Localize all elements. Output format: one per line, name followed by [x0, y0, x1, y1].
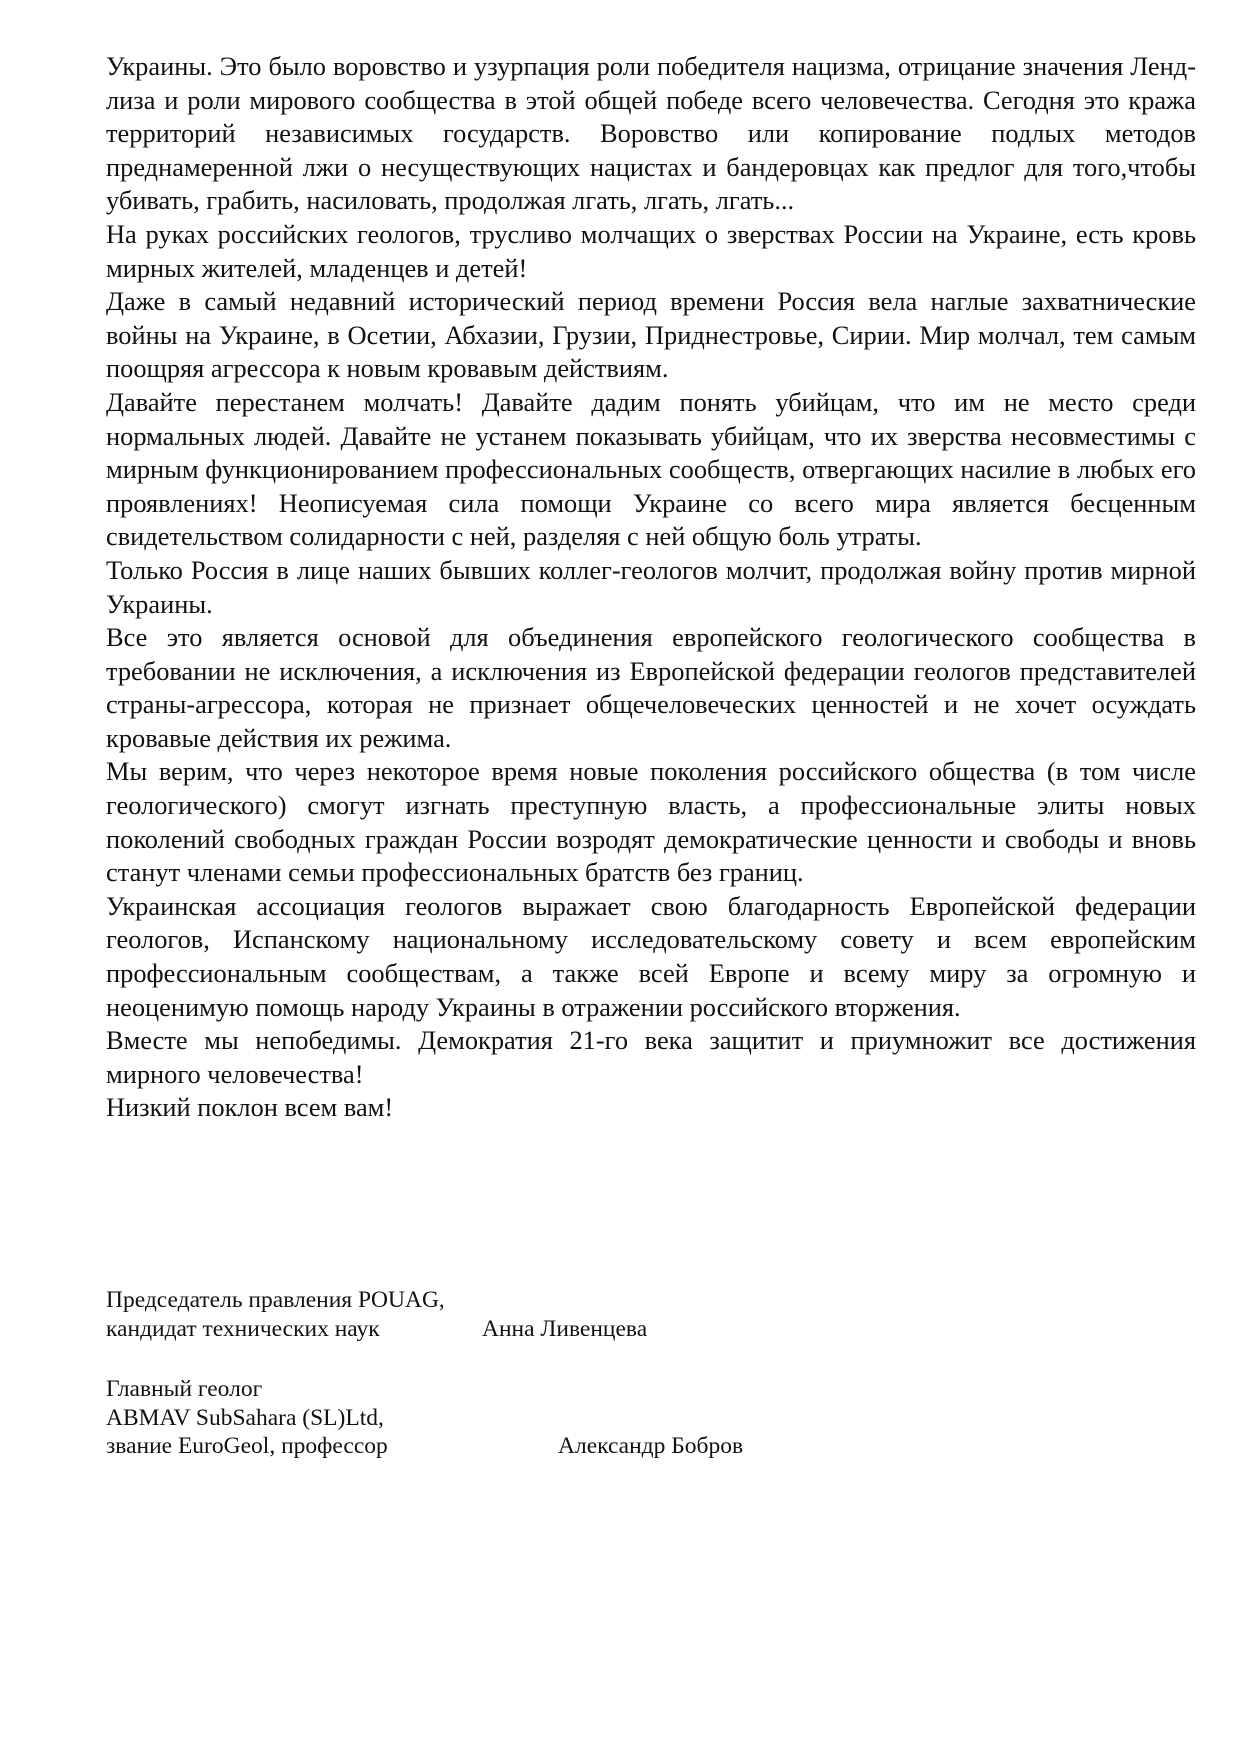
signatory-name: Александр Бобров: [558, 1433, 744, 1459]
letter-body: [106, 50, 1196, 1125]
paragraph: Все это является основой для объединения европейского геологического сообщества в требовании не исключения, а исключения из Европейской федерации геологов представителей страны-агрессора, которая не признает общечеловеческих ценностей и не хочет осуждать кровавые действия их режима.: [106, 622, 1196, 753]
signature-title-line: [106, 1432, 744, 1461]
signature-title: звание EuroGeol, профессор: [106, 1433, 388, 1459]
signature-title: ABMAV SubSahara (SL)Ltd,: [106, 1404, 384, 1431]
paragraph: Только Россия в лице наших бывших коллег-геологов молчит, продолжая войну против мирной Украины.: [106, 554, 1196, 619]
paragraph: Мы верим, что через некоторое время новые поколения российского общества (в том числе геологического) смогут изгнать преступную власть, а профессиональные элиты новых поколений свободных граждан России возродят демократические ценности и свободы и вновь станут членами семьи профессиональных братств без границ.: [106, 756, 1196, 888]
signature-title: Главный геолог: [106, 1376, 263, 1402]
paragraph: Вместе мы непобедимы. Демократия 21-го века защитит и приумножит все достижения мирного человечества!: [106, 1025, 1196, 1089]
signatory-name: Анна Ливенцева: [482, 1315, 648, 1342]
paragraph: Украинская ассоциация геологов выражает свою благодарность Европейской федерации геологов, Испанскому национальному исследовательскому совету и всем европейским профессиональным сообществам, а также всей Европе и всему миру за огромную и неоценимую помощь народу Украины в отражении российского вторжения.: [106, 890, 1196, 1022]
signature-title: кандидат технических наук: [106, 1315, 380, 1342]
paragraph: Низкий поклон всем вам!: [106, 1092, 394, 1123]
paragraph: На руках российских геологов, трусливо молчащих о зверствах России на Украине, есть кровь мирных жителей, младенцев и детей!: [106, 218, 1196, 283]
paragraph: Украины. Это было воровство и узурпация роли победителя нацизма, отрицание значения Ленд-лиза и роли мирового сообщества в этой общей победе всего человечества. Сегодня это кража территорий независимых государств. Воровство или копирование подлых методов преднамеренной лжи о несуществующих нацистах и бандеровцах как предлог для того,чтобы убивать, грабить, насиловать, продолжая лгать, лгать, лгать...: [106, 51, 1196, 216]
signature-title-line: [106, 1286, 445, 1315]
paragraph: Даже в самый недавний исторический период времени Россия вела наглые захватнические войны на Украине, в Осетии, Абхазии, Грузии, Приднестровье, Сирии. Мир молчал, тем самым поощряя агрессора к новым кровавым действиям.: [106, 286, 1196, 384]
paragraph: Давайте перестанем молчать! Давайте дадим понять убийцам, что им не место среди нормальных людей. Давайте не устанем показывать убийцам, что их зверства несовместимы с мирным функционированием профессиональных сообществ, отвергающих насилие в любых его проявлениях! Неописуемая сила помощи Украине со всего мира является бесценным свидетельством солидарности с ней, разделяя с ней общую боль утраты.: [106, 386, 1196, 552]
signature-title-line: [106, 1375, 388, 1404]
signature-block-chair: [106, 1286, 648, 1343]
signature-title: Председатель правления POUAG,: [106, 1287, 445, 1313]
signature-title-line: [106, 1404, 388, 1433]
signature-block-geologist: [106, 1375, 744, 1461]
signature-title-line: [106, 1315, 648, 1344]
